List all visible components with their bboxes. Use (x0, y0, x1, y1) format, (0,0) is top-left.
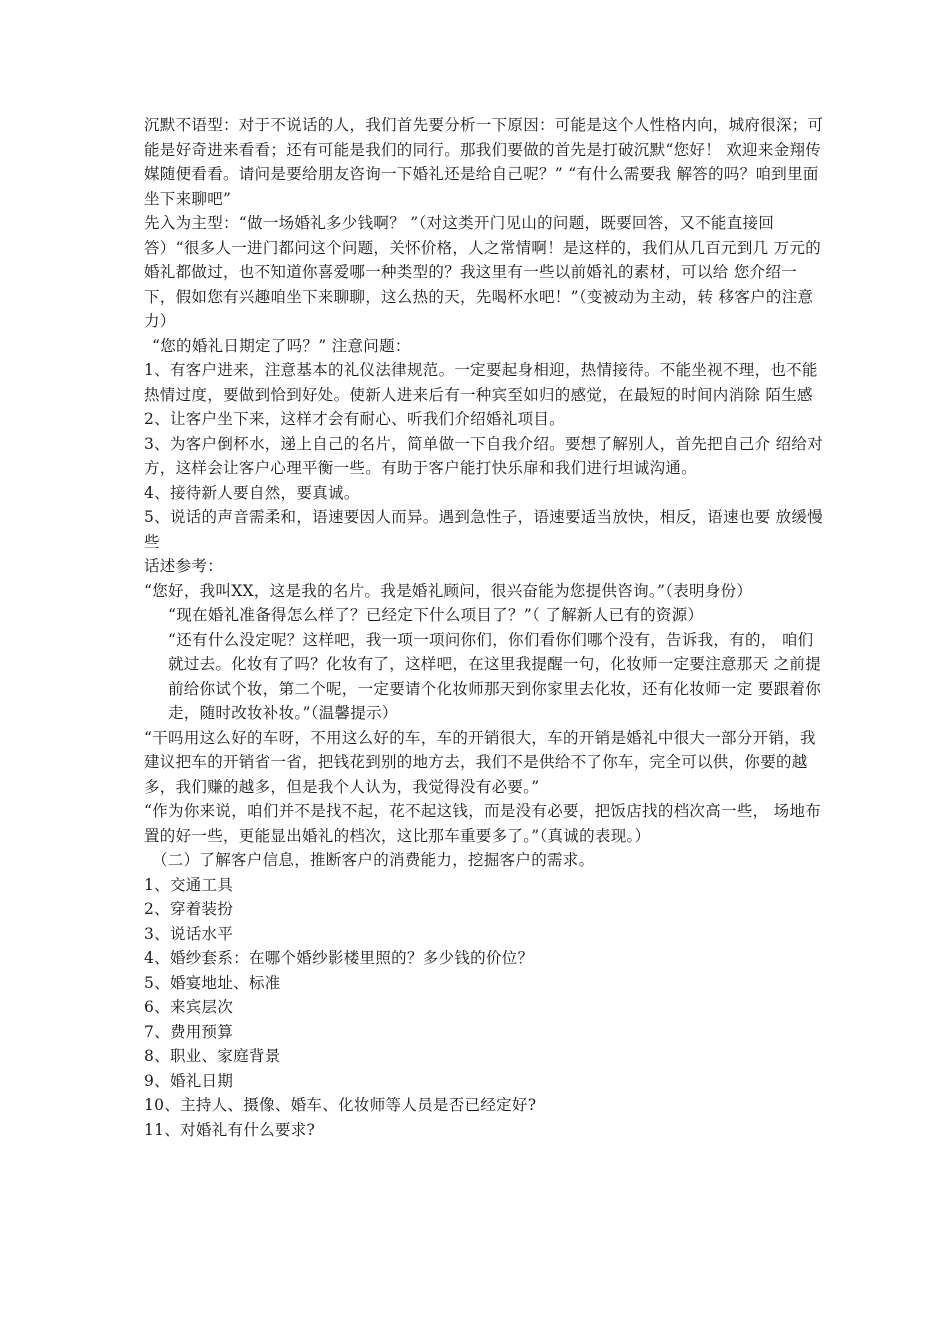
paragraph-wedding-date-question: “您的婚礼日期定了吗？” 注意问题： (152, 336, 411, 355)
section-heading-customer-info: （二）了解客户信息，推断客户的消费能力，挖掘客户的需求。 (152, 851, 595, 869)
list-item-info-6: 6、来宾层次 (144, 998, 234, 1016)
script-makeup-reminder: “还有什么没定呢？这样吧，我一项一项问你们，你们看你们哪个没有，告诉我，有的， 咱们就过去。化妆有了吗？化妆有了，这样吧，在这里我提醒一句，化妆师一定要注意那天 之前提前给你试个妆，第二个呢，一定要请个化妆师那天到你家里去化妆，还有化妆师一定 要跟着你走，随时改妆补妆。”（温馨提示） (168, 630, 822, 722)
script-venue-advice: “作为你来说，咱们并不是找不起，花不起这钱，而是没有必要，把饭店找的档次高一些， 场地布置的好一些，更能显出婚礼的档次，这比那车重要多了。”（真诚的表现。） (144, 802, 822, 845)
heading-script-reference: 话述参考： (144, 557, 224, 575)
document-page (144, 113, 824, 1142)
list-item-info-5: 5、婚宴地址、标准 (144, 973, 281, 992)
paragraph-preconceived-type: 先入为主型：“做一场婚礼多少钱啊？ ”（对这类开门见山的问题，既要回答，又不能直接回答）“很多人一进门都问这个问题，关怀价格，人之常情啊！是这样的，我们从几百元到几 万元的婚礼都做过，也不知道你喜爱哪一种类型的？我这里有一些以前婚礼的素材，可以给 您介绍一下，假如您有兴趣咱坐下来聊聊，这么热的天，先喝杯水吧！”（变被动为主动，转 移客户的注意力） (144, 214, 822, 330)
list-item-info-11: 11、对婚礼有什么要求? (144, 1120, 316, 1139)
list-item-note-2: 2、让客户坐下来，这样才会有耐心、听我们介绍婚礼项目。 (144, 410, 565, 428)
script-preparation-status: “现在婚礼准备得怎么样了？已经定下什么项目了？”（ 了解新人已有的资源） (168, 606, 704, 624)
list-item-info-9: 9、婚礼日期 (144, 1071, 234, 1090)
paragraph-silent-type: 沉默不语型：对于不说话的人，我们首先要分析一下原因：可能是这个人性格内向，城府很深；可能是好奇进来看看；还有可能是我们的同行。那我们要做的首先是打破沉默“您好！ 欢迎来金翔传媒随便看看。请问是要给朋友咨询一下婚礼还是给自己呢？” “有什么需要我 解答的吗？咱到里面坐下来聊吧” (144, 116, 824, 208)
list-item-note-5: 5、说话的声音需柔和，语速要因人而异。遇到急性子，语速要适当放快，相反，语速也要 放缓慢些 (144, 508, 823, 551)
list-item-info-4: 4、婚纱套系：在哪个婚纱影楼里照的？多少钱的价位？ (144, 949, 534, 967)
list-item-info-2: 2、穿着装扮 (144, 900, 234, 918)
list-item-info-7: 7、费用预算 (144, 1022, 234, 1041)
list-item-info-1: 1、交通工具 (144, 875, 234, 894)
list-item-info-3: 3、说话水平 (144, 924, 234, 943)
list-item-info-10: 10、主持人、摄像、婚车、化妆师等人员是否已经定好? (144, 1096, 537, 1114)
list-item-note-4: 4、接待新人要自然，要真诚。 (144, 483, 360, 502)
script-introduction: “您好，我叫XX，这是我的名片。我是婚礼顾问，很兴奋能为您提供咨询。”（表明身份） (144, 581, 753, 600)
list-item-note-1: 1、有客户进来，注意基本的礼仪法律规范。一定要起身相迎，热情接待。不能坐视不理，也不能热情过度，要做到恰到好处。使新人进来后有一种宾至如归的感觉，在最短的时间内消除 陌生感 (144, 361, 818, 404)
script-car-advice: “干吗用这么好的车呀，不用这么好的车，车的开销很大，车的开销是婚礼中很大一部分开销，我建议把车的开销省一省，把钱花到别的地方去，我们不是供给不了你车，完全可以供，你要的越多，我们赚的越多，但是我个人认为，我觉得没有必要。” (144, 728, 816, 796)
list-item-note-3: 3、为客户倒杯水，递上自己的名片，简单做一下自我介绍。要想了解别人，首先把自己介 绍给对方，这样会让客户心理平衡一些。有助于客户能打快乐扉和我们进行坦诚沟通。 (144, 434, 823, 477)
list-item-info-8: 8、职业、家庭背景 (144, 1047, 281, 1065)
